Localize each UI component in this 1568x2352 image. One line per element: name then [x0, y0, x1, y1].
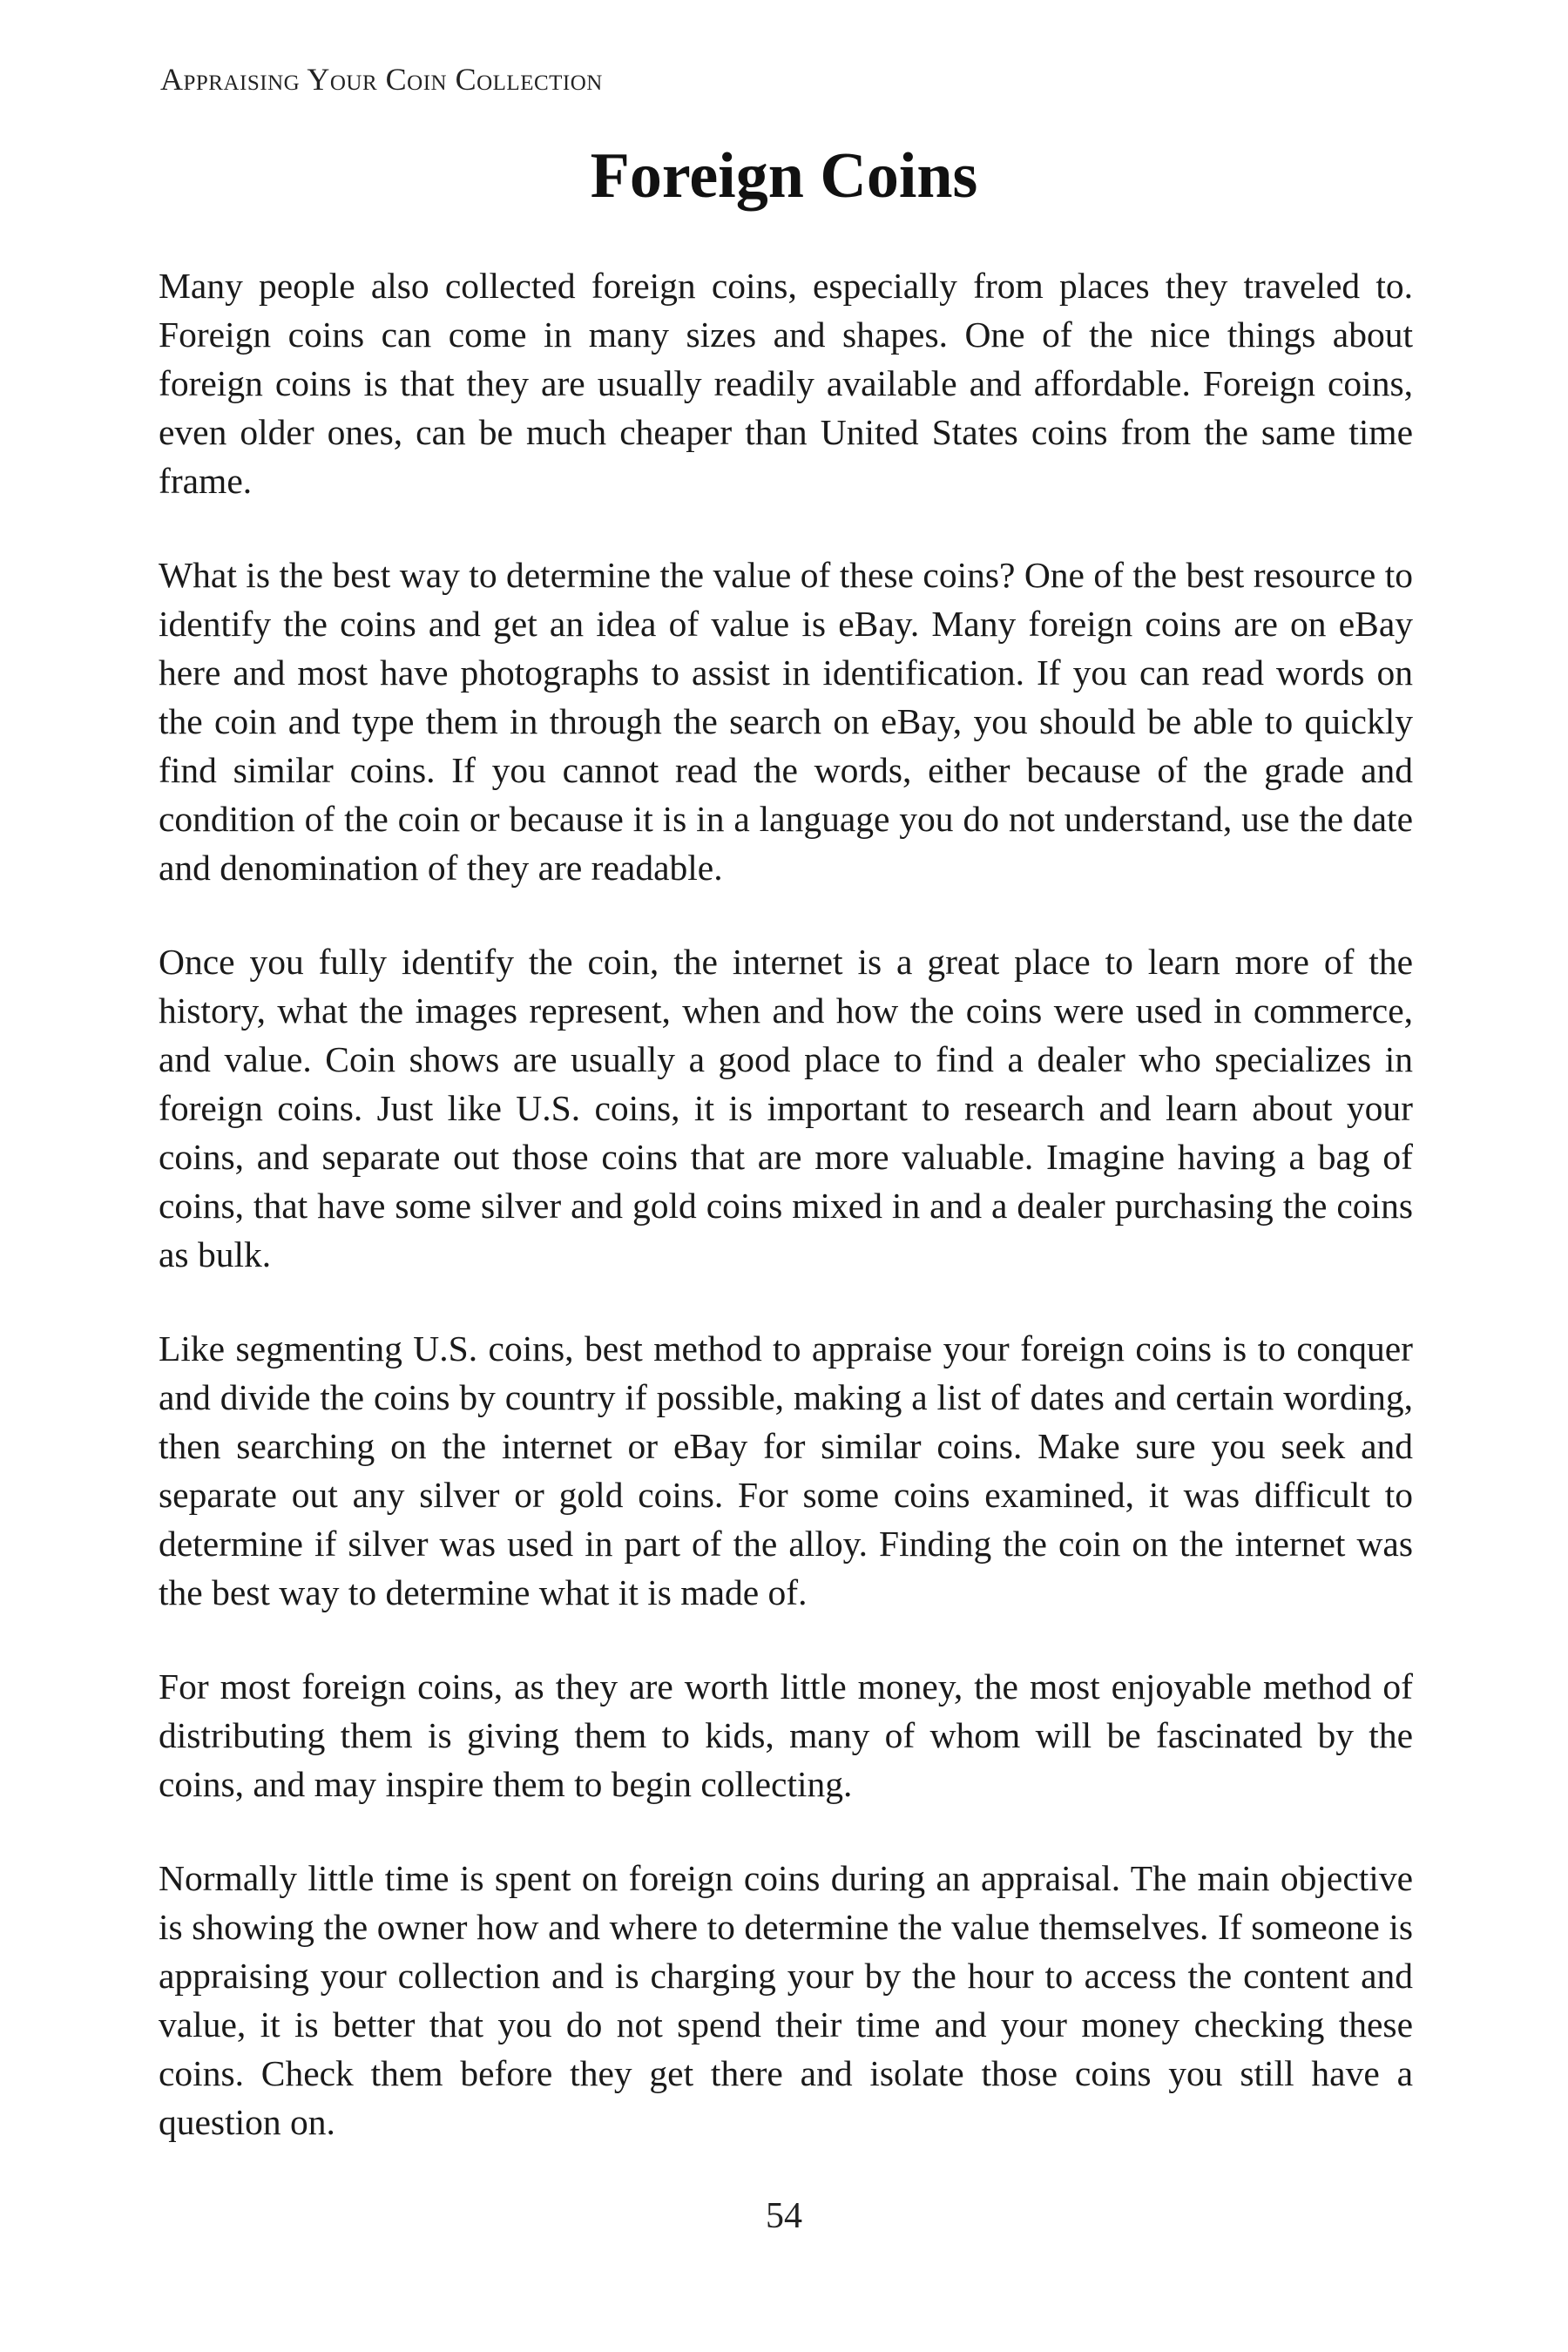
page-title — [0, 139, 1568, 213]
page-number: 54 — [766, 2196, 802, 2236]
paragraph-2: What is the best way to determine the value of these coins? One of the best resource to identify the coins and get an idea of value is eBay. Many foreign coins are on eBay here and most have photographs to assist in identification. If you can read words on the coin and type them in through the search on eBay, you should be able to quickly find similar coins. If you cannot read the words, either because of the grade and condition of the coin or because it is in a language you do not understand, use the date and denomination of they are readable. — [159, 555, 1413, 888]
body-text — [159, 261, 1413, 2192]
running-head: Appraising Your Coin Collection — [160, 62, 603, 97]
page-title-text: Foreign Coins — [590, 140, 978, 212]
paragraph-5: For most foreign coins, as they are worth little money, the most enjoyable method of distributing them is giving them to kids, many of whom will be fascinated by the coins, and may inspire them to begin collecting. — [159, 1666, 1413, 1804]
paragraph-6: Normally little time is spent on foreign coins during an appraisal. The main objective is showing the owner how and where to determine the value themselves. If someone is appraising your collection and is charging your by the hour to access the content and value, it is better that you do not spend their time and your money checking these coins. Check them before they get there and isolate those coins you still have a question on. — [159, 1858, 1413, 2142]
paragraph-1: Many people also collected foreign coins, especially from places they traveled to. Foreign coins can come in many sizes and shapes. One of the nice things about foreign coins is that they are usually readily available and affordable. Foreign coins, even older ones, can be much cheaper than United States coins from the same time frame. — [159, 266, 1413, 501]
paragraph-3: Once you fully identify the coin, the internet is a great place to learn more of the history, what the images represent, when and how the coins were used in commerce, and value. Coin shows are usually a good place to find a dealer who specializes in foreign coins. Just like U.S. coins, it is important to research and learn about your coins, and separate out those coins that are more valuable. Imagine having a bag of coins, that have some silver and gold coins mixed in and a dealer purchasing the coins as bulk. — [159, 942, 1413, 1274]
paragraph-4: Like segmenting U.S. coins, best method to appraise your foreign coins is to conquer and divide the coins by country if possible, making a list of dates and certain wording, then searching on the internet or eBay for similar coins. Make sure you seek and separate out any silver or gold coins. For some coins examined, it was difficult to determine if silver was used in part of the alloy. Finding the coin on the internet was the best way to determine what it is made of. — [159, 1328, 1413, 1612]
